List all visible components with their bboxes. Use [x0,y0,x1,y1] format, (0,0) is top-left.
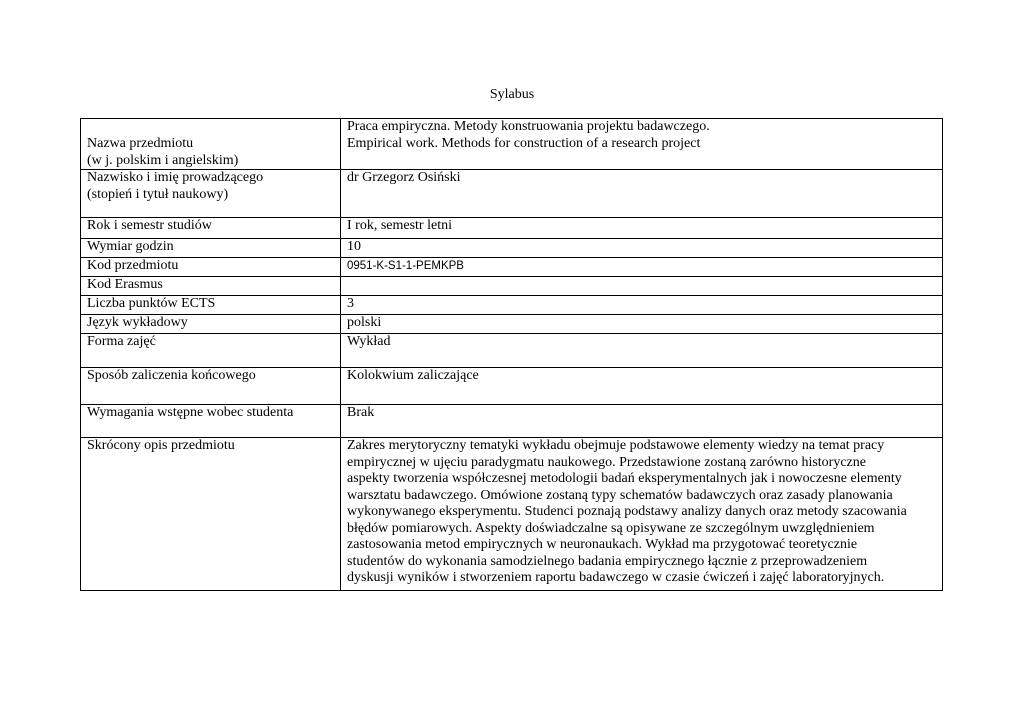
document-title: Sylabus [489,87,535,102]
table-row [81,119,943,170]
table-row [81,296,943,315]
row-label-lecturer: Nazwisko i imię prowadzącego (stopień i tytuł naukowy) [81,170,341,218]
table-row [81,170,943,218]
table-row [81,334,943,368]
table-row [81,405,943,438]
row-label-hours: Wymiar godzin [81,239,341,258]
row-value-course-code: 0951-K-S1-1-PEMKPB [341,258,943,277]
table-row [81,315,943,334]
row-value-prerequisites: Brak [341,405,943,438]
row-value-description: Zakres merytoryczny tematyki wykładu obejmuje podstawowe elementy wiedzy na temat pracy empirycznej w ujęciu paradygmatu naukowego. Przedstawione zostaną zarówno historyczne aspekty tworzenia współczesnej metodologii badań eksperymentalnych jak i nowoczesne elementy warsztatu badawczego. Omówione zostaną typy schematów badawczych oraz zasady planowania wykonywanego eksperymentu. Studenci poznają podstawy analizy danych oraz metody szacowania błędów pomiarowych. Aspekty doświadczalne są opisywane ze szczególnym uwzględnieniem zastosowania metod empirycznych w neuronaukach. Wykład ma przygotować teoretycznie studentów do wykonania samodzielnego badania empirycznego łącznie z przeprowadzeniem dyskusji wyników i stworzeniem raportu badawczego w czasie ćwiczeń i zajęć laboratoryjnych. [341,438,943,591]
row-label-course-name: Nazwa przedmiotu (w j. polskim i angielskim) [81,119,341,170]
row-value-class-form: Wykład [341,334,943,368]
row-value-ects: 3 [341,296,943,315]
table-row [81,277,943,296]
row-label-erasmus-code: Kod Erasmus [81,277,341,296]
row-label-assessment: Sposób zaliczenia końcowego [81,368,341,405]
row-value-year-semester: I rok, semestr letni [341,218,943,239]
row-label-year-semester: Rok i semestr studiów [81,218,341,239]
table-row [81,218,943,239]
table-row [81,368,943,405]
syllabus-table [80,118,943,591]
row-label-ects: Liczba punktów ECTS [81,296,341,315]
row-value-course-name: Praca empiryczna. Metody konstruowania projektu badawczego. Empirical work. Methods for construction of a research project [341,119,943,170]
row-label-class-form: Forma zajęć [81,334,341,368]
table-row [81,438,943,591]
table-row [81,239,943,258]
row-label-language: Język wykładowy [81,315,341,334]
row-value-assessment: Kolokwium zaliczające [341,368,943,405]
table-row [81,258,943,277]
row-label-description: Skrócony opis przedmiotu [81,438,341,591]
row-value-erasmus-code [341,277,943,296]
row-value-lecturer: dr Grzegorz Osiński [341,170,943,218]
row-value-hours: 10 [341,239,943,258]
row-label-prerequisites: Wymagania wstępne wobec studenta [81,405,341,438]
row-label-course-code: Kod przedmiotu [81,258,341,277]
row-value-language: polski [341,315,943,334]
